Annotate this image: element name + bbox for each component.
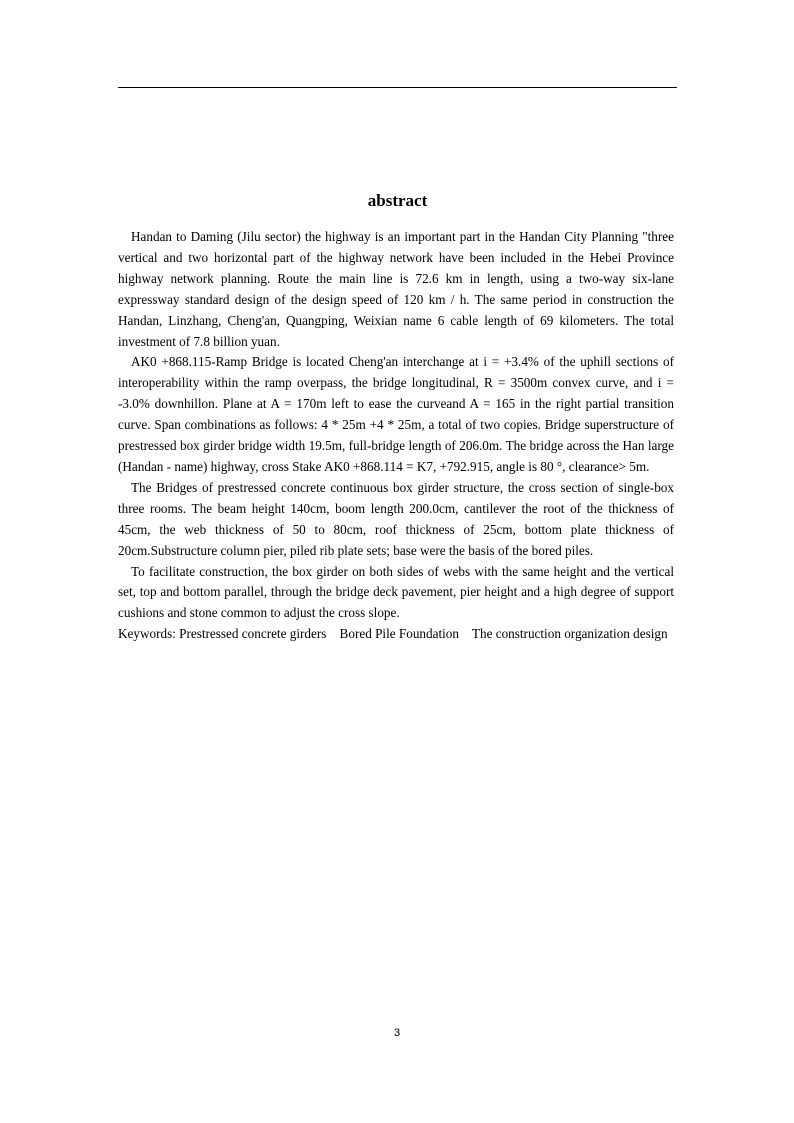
abstract-title: abstract (367, 191, 428, 210)
abstract-paragraph-3: The Bridges of prestressed concrete continuous box girder structure, the cross section of single-box three rooms. The beam height 140cm, boom length 200.0cm, cantilever the root of the thickness of 45cm, the web thickness of 50 to 80cm, roof thickness of 25cm, bottom plate thickness of 20cm.Substructure column pier, piled rib plate sets; base were the basis of the bored piles. (118, 479, 674, 558)
abstract-body (118, 227, 674, 645)
header-rule (118, 87, 677, 88)
abstract-paragraph-1: Handan to Daming (Jilu sector) the highway is an important part in the Handan City Planning "three vertical and two horizontal part of the highway network have been included in the Hebei Province highway network planning. Route the main line is 72.6 km in length, using a two-way six-lane expressway standard design of the design speed of 120 km / h. The same period in construction the Handan, Linzhang, Cheng'an, Quangping, Weixian name 6 cable length of 69 kilometers. The total investment of 7.8 billion yuan. (118, 229, 674, 349)
page-number: 3 (393, 1027, 401, 1039)
keywords-line: Keywords: Prestressed concrete girders Bored Pile Foundation The construction organization design (118, 626, 668, 642)
abstract-paragraph-2: AK0 +868.115-Ramp Bridge is located Cheng'an interchange at i = +3.4% of the uphill sections of interoperability within the ramp overpass, the bridge longitudinal, R = 3500m convex curve, and i = -3.0% downhillon. Plane at A = 170m left to ease the curveand A = 165 in the right partial transition curve. Span combinations as follows: 4 * 25m +4 * 25m, a total of two copies. Bridge superstructure of prestressed box girder bridge width 19.5m, full-bridge length of 206.0m. The bridge across the Han large (Handan - name) highway, cross Stake AK0 +868.114 = K7, +792.915, angle is 80 °, clearance> 5m. (118, 354, 674, 474)
abstract-paragraph-4: To facilitate construction, the box girder on both sides of webs with the same height and the vertical set, top and bottom parallel, through the bridge deck pavement, pier height and a high degree of support cushions and stone common to adjust the cross slope. (118, 563, 674, 621)
